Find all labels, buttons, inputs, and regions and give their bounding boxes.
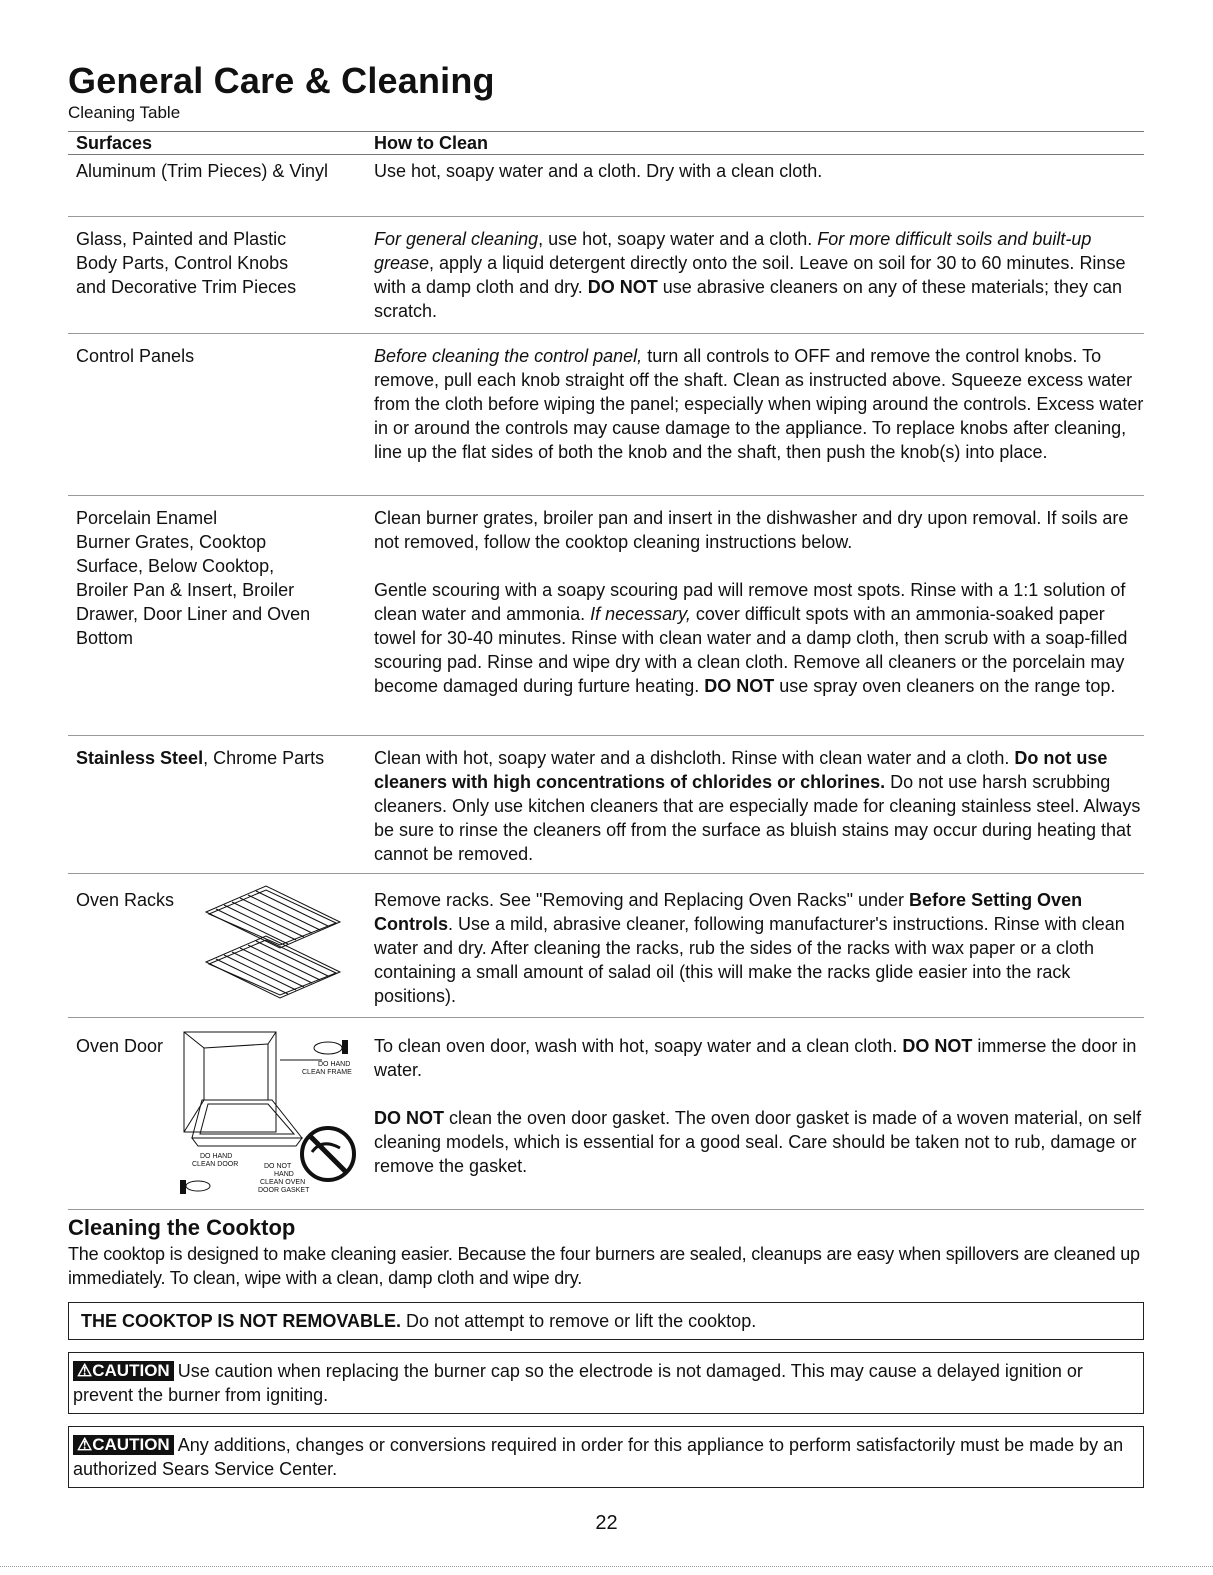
italic-text: For more difficult soils and built-up grease: [374, 229, 1092, 273]
paragraph: Clean burner grates, broiler pan and insert in the dishwasher and dry upon removal. If soils are not removed, follow the cooktop cleaning instructions below.: [374, 508, 1129, 552]
surface-cell: Oven Door: [76, 1036, 164, 1056]
text: Gentle scouring with a soapy scouring pad will remove most spots. Rinse with a 1:1 solution of clean water and ammonia.: [374, 580, 1126, 624]
door-label: CLEAN DOOR: [192, 1161, 239, 1168]
frame-label: DO HAND: [318, 1061, 351, 1068]
cooktop-intro: The cooktop is designed to make cleaning easier. Because the four burners are sealed, cleanups are easy when spillovers are cleaned up immediately. To clean, wipe with a clean, damp cloth and wipe dry.: [68, 1244, 1140, 1288]
surface-line: Porcelain Enamel: [76, 508, 218, 528]
table-row-stainless: [68, 736, 1144, 874]
how-cell: [374, 340, 1144, 495]
text: clean the oven door gasket. The oven door gasket is made of a woven material, on self cleaning models, which is essential for a good seal. Care should be taken not to rub, damage or remove the gasket.: [374, 1108, 1142, 1176]
table-row-oven-racks: [68, 874, 1144, 1018]
surface-cell: Control Panels: [76, 346, 195, 366]
frame-label: CLEAN FRAME: [302, 1069, 352, 1076]
bold-text: DO NOT: [704, 676, 775, 696]
surface-line: Body Parts, Control Knobs: [76, 253, 289, 273]
caution-box: [68, 1352, 1144, 1414]
italic-text: For general cleaning: [374, 229, 539, 249]
paragraph: [374, 1106, 1144, 1178]
italic-text: If necessary,: [590, 604, 691, 624]
how-cell: [374, 884, 1144, 1017]
surface-line: Surface, Below Cooktop,: [76, 556, 275, 576]
surface-cell: Oven Racks: [76, 890, 175, 910]
surface-cell: Aluminum (Trim Pieces) & Vinyl: [76, 161, 329, 181]
divider: [0, 1565, 1213, 1567]
section-heading: Cleaning the Cooktop: [68, 1215, 296, 1240]
text: . Use a mild, abrasive cleaner, following manufacturer's instructions. Rinse with clean water and dry. After cleaning the racks, rub the sides of the racks with wax paper or a cloth containing a small amount of salad oil (this will make the racks glide easier into the rack positions).: [374, 914, 1125, 1006]
surface-line: Broiler Pan & Insert, Broiler: [76, 580, 295, 600]
page: [68, 60, 1144, 1488]
caution-label: CAUTION: [92, 1435, 170, 1454]
caution-badge: [73, 1435, 174, 1455]
how-cell: Use hot, soapy water and a cloth. Dry with a clean cloth.: [374, 161, 823, 181]
italic-text: Before cleaning the control panel,: [374, 346, 643, 366]
bold-text: DO NOT: [587, 277, 658, 297]
table-row-control-panels: [68, 334, 1144, 496]
text: turn all controls to OFF and remove the control knobs. To remove, pull each knob straight off the shaft. Clean as instructed above. Squeeze excess water from the cloth before wiping the panel; especially when wiping around the controls. Excess water in or around the controls may cause damage to the appliance. To replace knobs after cleaning, line up the flat sides of both the knob and the shaft, then push the knob(s) into place.: [374, 346, 1144, 462]
text: use spray oven cleaners on the range top.: [774, 676, 1116, 696]
text: immerse the door in water.: [374, 1036, 1137, 1080]
surface-line: and Decorative Trim Pieces: [76, 277, 297, 297]
text: use abrasive cleaners on any of these materials; they can scratch.: [374, 277, 1123, 321]
caution-label: CAUTION: [92, 1361, 170, 1380]
table-row-porcelain: [68, 496, 1144, 736]
bold-text: DO NOT: [902, 1036, 973, 1056]
surface-cell: [76, 223, 374, 333]
table-row-aluminum: [68, 155, 1144, 217]
how-cell: [374, 502, 1144, 735]
surface-cell: [76, 502, 374, 735]
surface-line: Drawer, Door Liner and Oven: [76, 604, 311, 624]
bold-text: DO NOT: [374, 1108, 444, 1128]
how-cell: [374, 742, 1144, 873]
paragraph: [374, 578, 1144, 698]
caution-badge: [73, 1361, 174, 1381]
bold-text: Before Setting Oven Controls: [374, 890, 1083, 934]
cleaning-table: [68, 131, 1144, 1210]
text: , apply a liquid detergent directly onto the soil. Leave on soil for 30 to 60 minutes. Rinse with a damp cloth and dry.: [374, 253, 1126, 297]
gasket-label: DO NOT: [264, 1163, 292, 1170]
bold-text: Stainless Steel: [76, 748, 204, 768]
warning-icon: ⚠: [77, 1361, 93, 1380]
text: Any additions, changes or conversions required in order for this appliance to perform satisfactorily must be made by an authorized Sears Service Center.: [73, 1435, 1124, 1479]
header-how-to-clean: How to Clean: [374, 133, 489, 153]
bold-text: THE COOKTOP IS NOT REMOVABLE.: [81, 1311, 402, 1331]
surface-line: Glass, Painted and Plastic: [76, 229, 287, 249]
surface-line: Bottom: [76, 628, 134, 648]
header-surfaces: Surfaces: [76, 133, 153, 153]
how-cell: [374, 1030, 1144, 1209]
text: cover difficult spots with an ammonia-soaked paper towel for 30-40 minutes. Rinse with clean water and a damp cloth, then scrub with a soap-filled scouring pad. Rinse and wipe dry with a clean cloth. Remove all cleaners or the porcelain may become damaged during furture heating.: [374, 604, 1128, 696]
oven-rack-illustration: [196, 882, 346, 1010]
oven-door-illustration: [172, 1030, 362, 1202]
how-cell: [374, 223, 1144, 333]
page-title: General Care & Cleaning: [68, 60, 495, 101]
gasket-label: CLEAN OVEN: [260, 1179, 306, 1186]
surface-line: Burner Grates, Cooktop: [76, 532, 267, 552]
door-label: DO HAND: [200, 1153, 233, 1160]
text: Use caution when replacing the burner cap so the electrode is not damaged. This may cause a delayed ignition or prevent the burner from igniting.: [73, 1361, 1083, 1405]
gasket-label: DOOR GASKET: [258, 1187, 310, 1194]
text: Remove racks. See "Removing and Replacing Oven Racks" under: [374, 890, 910, 910]
page-number: 22: [595, 1512, 618, 1534]
page-subtitle: Cleaning Table: [68, 103, 181, 122]
bold-text: Do not use cleaners with high concentrations of chlorides or chlorines.: [374, 748, 1108, 792]
text: Clean with hot, soapy water and a dishcloth. Rinse with clean water and a cloth.: [374, 748, 1015, 768]
text: , use hot, soapy water and a cloth.: [538, 229, 818, 249]
text: To clean oven door, wash with hot, soapy water and a clean cloth.: [374, 1036, 903, 1056]
text: , Chrome Parts: [203, 748, 325, 768]
gasket-label: HAND: [274, 1171, 294, 1178]
table-header: [68, 132, 1144, 155]
caution-box: [68, 1426, 1144, 1488]
warning-icon: ⚠: [77, 1435, 93, 1454]
text: Do not attempt to remove or lift the cooktop.: [401, 1311, 757, 1331]
table-row-glass: [68, 217, 1144, 334]
paragraph: [374, 1034, 1144, 1082]
text: Do not use harsh scrubbing cleaners. Only use kitchen cleaners that are especially made for cleaning stainless steel. Always be sure to rinse the cleaners off from the surface as bluish stains may occur during heating that cannot be removed.: [374, 772, 1141, 864]
table-row-oven-door: [68, 1018, 1144, 1210]
notice-box: [68, 1302, 1144, 1340]
surface-cell: [76, 742, 374, 873]
